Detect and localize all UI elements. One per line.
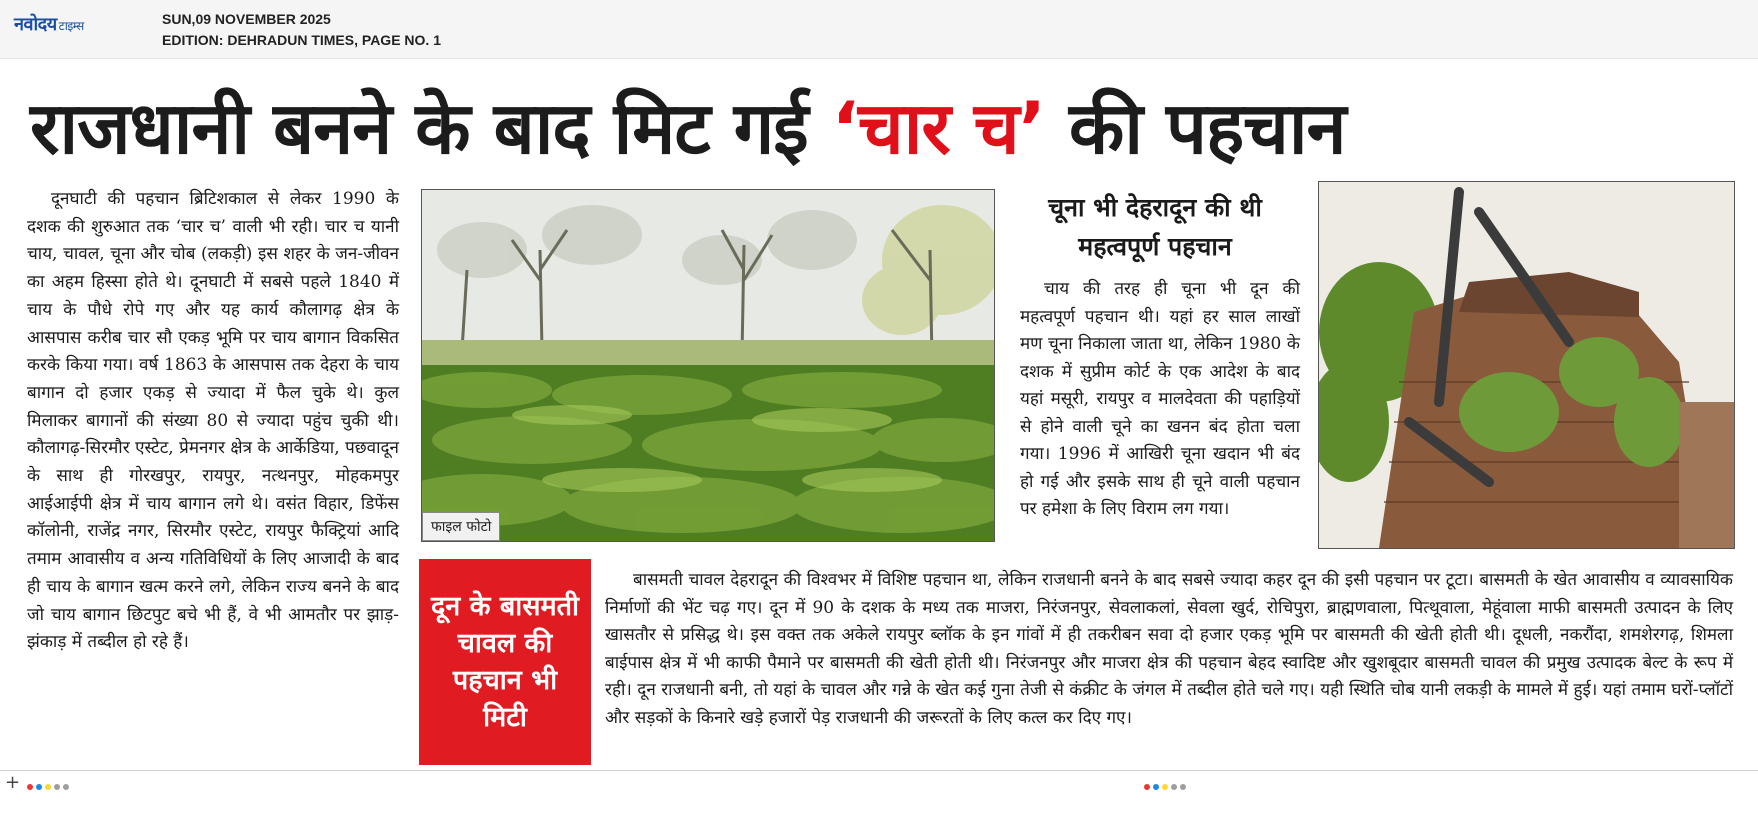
edition-info: [162, 9, 441, 51]
dot-icon: [27, 784, 33, 790]
logo-main: नवोदय: [14, 14, 57, 35]
dot-icon: [45, 784, 51, 790]
edition-name: EDITION: DEHRADUN TIMES, PAGE NO. 1: [162, 32, 441, 48]
lime-subheading: चूना भी देहरादून की थी महत्वपूर्ण पहचान: [1048, 193, 1262, 261]
headline-part1: राजधानी बनने के बाद मिट गई: [30, 86, 832, 170]
photo-caption: फाइल फोटो: [422, 512, 500, 541]
tea-garden-photo[interactable]: [421, 189, 995, 542]
article-column-lime: चाय की तरह ही चूना भी दून की महत्वपूर्ण पहचान थी। यहां हर साल लाखों मण चूना निकाला जाता था, लेकिन 1980 के दशक में सुप्रीम कोर्ट के एक आदेश के बाद यहां मसूरी, रायपुर व मालदेवता की पहाड़ियों से होने वाली चूने का खनन बंद होता चला गया। 1996 में आखिरी चूना खदान भी बंद हो गई और इसके साथ ही चूने वाली पहचान पर हमेशा के लिए विराम लग गया।: [1020, 279, 1300, 519]
tea-garden-illustration: [422, 190, 994, 541]
headline-part2: की पहचान: [1044, 86, 1346, 170]
headline-highlight: ‘चार च’: [831, 86, 1045, 170]
dot-icon: [1180, 784, 1186, 790]
page-dots-left[interactable]: [27, 784, 69, 790]
dot-icon: [54, 784, 60, 790]
page-footer: [0, 770, 1758, 826]
article-column-tea: दूनघाटी की पहचान ब्रिटिशकाल से लेकर 1990 के दशक की शुरुआत तक ‘चार च’ वाली भी रही। चार च यानी चाय, चावल, चूना और चोब (लकड़ी) इस शहर के जन-जीवन का अहम हिस्सा होते थे। दूनघाटी में सबसे पहले 1840 में चाय के पौधे रोपे गए और यह कार्य कौलागढ़ क्षेत्र के आसपास करीब चार सौ एकड़ भूमि पर चाय बागान विकसित करके किया गया। वर्ष 1863 के आसपास तक देहरा के चाय बागान दो हजार एकड़ से ज्यादा में फैल चुके थे। कुल मिलाकर बागानों की संख्या 80 से ज्यादा पहुंच चुकी थी। कौलागढ़-सिरमौर एस्टेट, प्रेमनगर क्षेत्र के आर्केडिया, पछवादून के साथ ही गोरखपुर, रायपुर, नत्थनपुर, मोहकमपुर आईआईपी क्षेत्र में चाय बागान लगे थे। वसंत विहार, डिफेंस कॉलोनी, राजेंद्र नगर, सिरमौर एस्टेट, रायपुर फैक्ट्रियां आदि तमाम आवासीय व अन्य गतिविधियों के लिए आजादी के बाद ही चाय के बागान खत्म करने लगे, लेकिन राज्य बनने के बाद जो चाय बागान छिटपुट बचे भी हैं, वे भी आमतौर पर झाड़-झंकाड़ में तब्दील हो रहे हैं।: [27, 189, 399, 653]
dot-icon: [36, 784, 42, 790]
basmati-callout-box: दून के बासमती चावल की पहचान भी मिटी: [419, 559, 591, 765]
top-bar: [0, 0, 1758, 59]
lime-kiln-photo[interactable]: [1318, 181, 1735, 549]
dot-icon: [1162, 784, 1168, 790]
page-headline: [30, 80, 1730, 176]
page-dots-center[interactable]: [1144, 784, 1186, 790]
logo-sub: टाइम्स: [58, 19, 84, 33]
article-column-basmati: बासमती चावल देहरादून की विश्वभर में विशिष्ट पहचान था, लेकिन राजधानी बनने के बाद सबसे ज्यादा कहर दून की इसी पहचान पर टूटा। बासमती के खेत आवासीय व व्यावसायिक निर्माणों की भेंट चढ़ गए। दून में 90 के दशक के मध्य तक माजरा, निरंजनपुर, सेवलाकलां, सेवला खुर्द, रोचिपुरा, ब्राह्मणवाला, पित्थूवाला, मेहूंवाला माफी बासमती उत्पादन के लिए खासतौर से प्रसिद्ध थे। इस वक्त तक अकेले रायपुर ब्लॉक के इन गांवों में ही तकरीबन सवा दो हजार एकड़ भूमि पर बासमती की खेती होती थी। दूधली, नकरौंदा, शमशेरगढ़, शिमला बाईपास क्षेत्र में भी काफी पैमाने पर बासमती की खेती होती थी। निरंजनपुर और माजरा क्षेत्र की पहचान बेहद स्वादिष्ट और खुशबूदार बासमती चावल की प्रमुख उत्पादक बेल्ट के रूप में रही। दून राजधानी बनी, तो यहां के चावल और गन्ने के खेत कई गुना तेजी से कंक्रीट के जंगल में तब्दील होते चले गए। यही स्थिति चोब यानी लकड़ी के मामले में हुई। यहां तमाम घरों-प्लॉटों और सड़कों के किनारे खड़े हजारों पेड़ राजधानी की जरूरतों के लिए कत्ल कर दिए गए।: [605, 570, 1733, 728]
dot-icon: [1144, 784, 1150, 790]
newspaper-logo[interactable]: [14, 12, 84, 36]
edition-date: SUN,09 NOVEMBER 2025: [162, 11, 331, 27]
add-icon[interactable]: +: [5, 772, 21, 793]
lime-kiln-illustration: [1319, 182, 1734, 548]
dot-icon: [1171, 784, 1177, 790]
dot-icon: [1153, 784, 1159, 790]
dot-icon: [63, 784, 69, 790]
